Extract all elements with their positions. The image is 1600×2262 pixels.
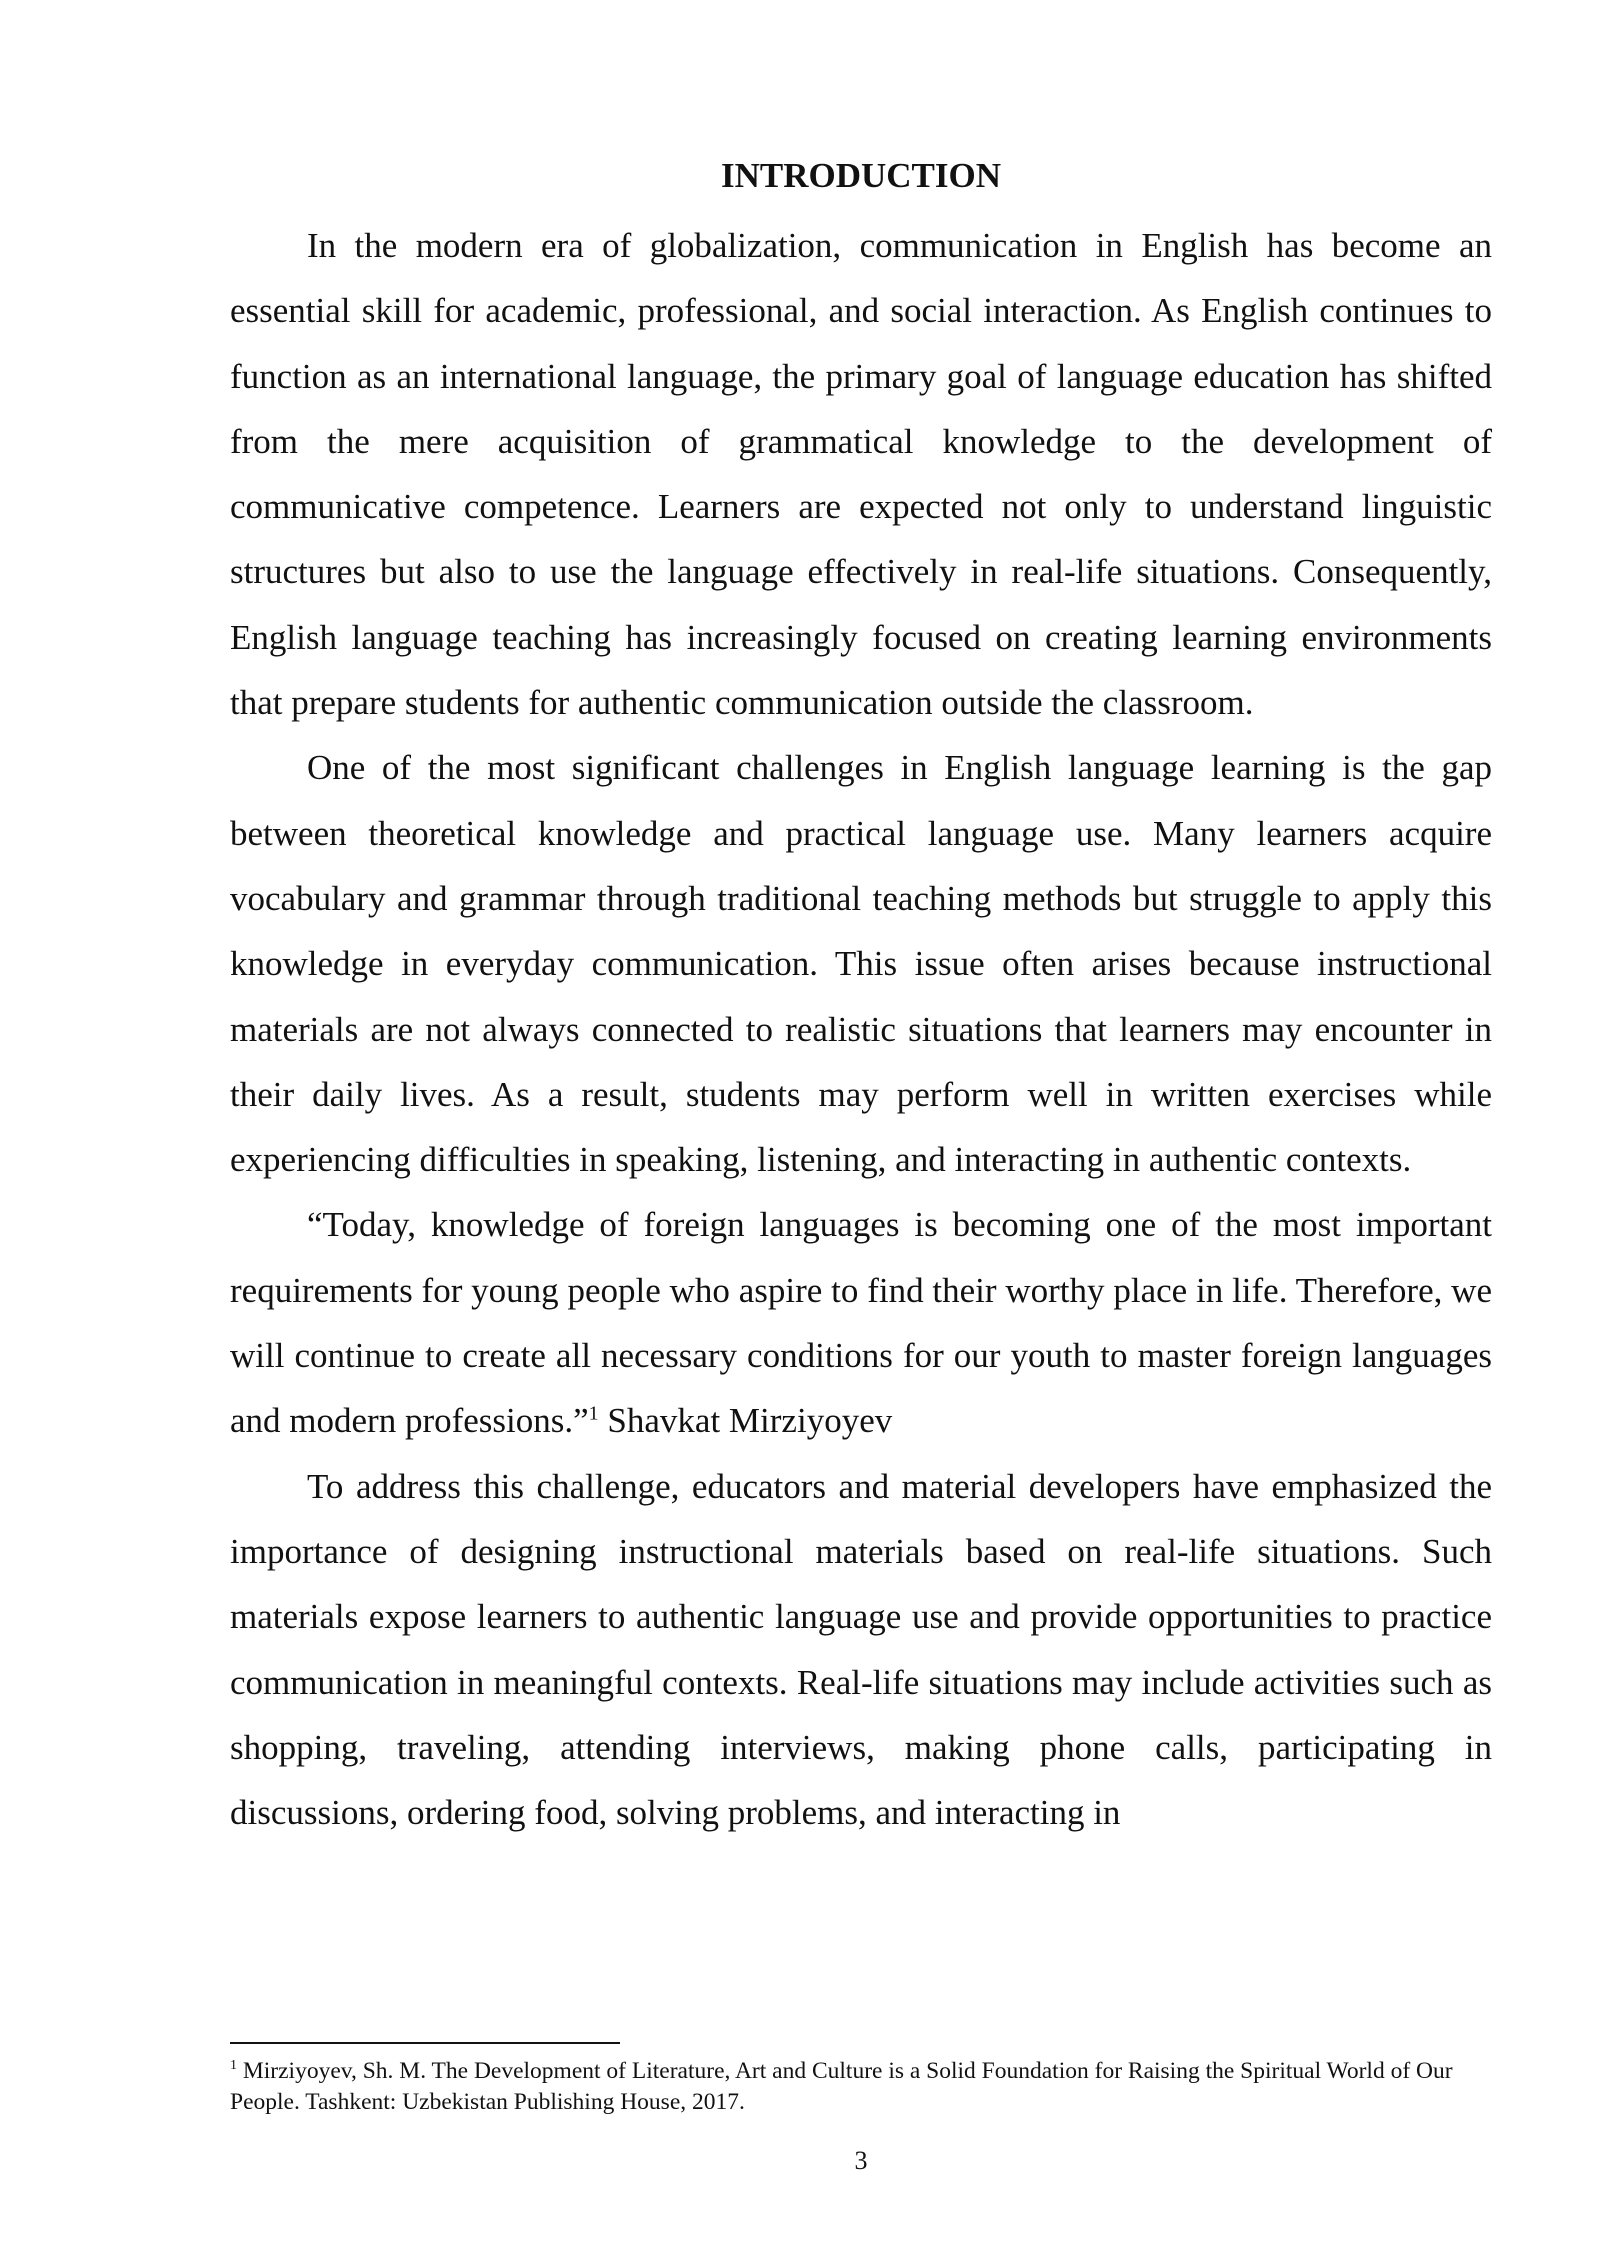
paragraph-2: One of the most significant challenges in English language learning is the gap between theoretical knowledge and practical language use. Many learners acquire vocabulary and grammar through traditional teaching methods but struggle to apply this knowledge in everyday communication. This issue often arises because instructional materials are not always connected to realistic situations that learners may encounter in their daily lives. As a result, students may perform well in written exercises while experiencing difficulties in speaking, listening, and interacting in authentic contexts.: [230, 748, 1492, 1180]
quote-author: Shavkat Mirziyoyev: [598, 1401, 893, 1441]
footnote-separator: [230, 2042, 620, 2044]
footnote-marker: 1: [230, 2058, 237, 2074]
footnote: [230, 2056, 1492, 2118]
quote-text: “Today, knowledge of foreign languages is becoming one of the most important requirements for young people who aspire to find their worthy place in life. Therefore, we will continue to create all necessary conditions for our youth to master foreign languages and modern professions.”: [230, 1205, 1492, 1441]
page-number: 3: [854, 2146, 868, 2175]
footnote-reference[interactable]: 1: [588, 1402, 599, 1425]
footnote-text: Mirziyoyev, Sh. M. The Development of Literature, Art and Culture is a Solid Foundation for Raising the Spiritual World of Our People. Tashkent: Uzbekistan Publishing House, 2017.: [230, 2058, 1453, 2115]
body-text: [230, 213, 1492, 1845]
page-title: INTRODUCTION: [720, 156, 1002, 195]
paragraph-1: In the modern era of globalization, communication in English has become an essential skill for academic, professional, and social interaction. As English continues to function as an international language, the primary goal of language education has shifted from the mere acquisition of grammatical knowledge to the development of communicative competence. Learners are expected not only to understand linguistic structures but also to use the language effectively in real-life situations. Consequently, English language teaching has increasingly focused on creating learning environments that prepare students for authentic communication outside the classroom.: [230, 226, 1492, 723]
paragraph-4: To address this challenge, educators and material developers have emphasized the importance of designing instructional materials based on real-life situations. Such materials expose learners to authentic language use and provide opportunities to practice communication in meaningful contexts. Real-life situations may include activities such as shopping, traveling, attending interviews, making phone calls, participating in discussions, ordering food, solving problems, and interacting in: [230, 1466, 1492, 1833]
quote-paragraph: [230, 1192, 1492, 1453]
